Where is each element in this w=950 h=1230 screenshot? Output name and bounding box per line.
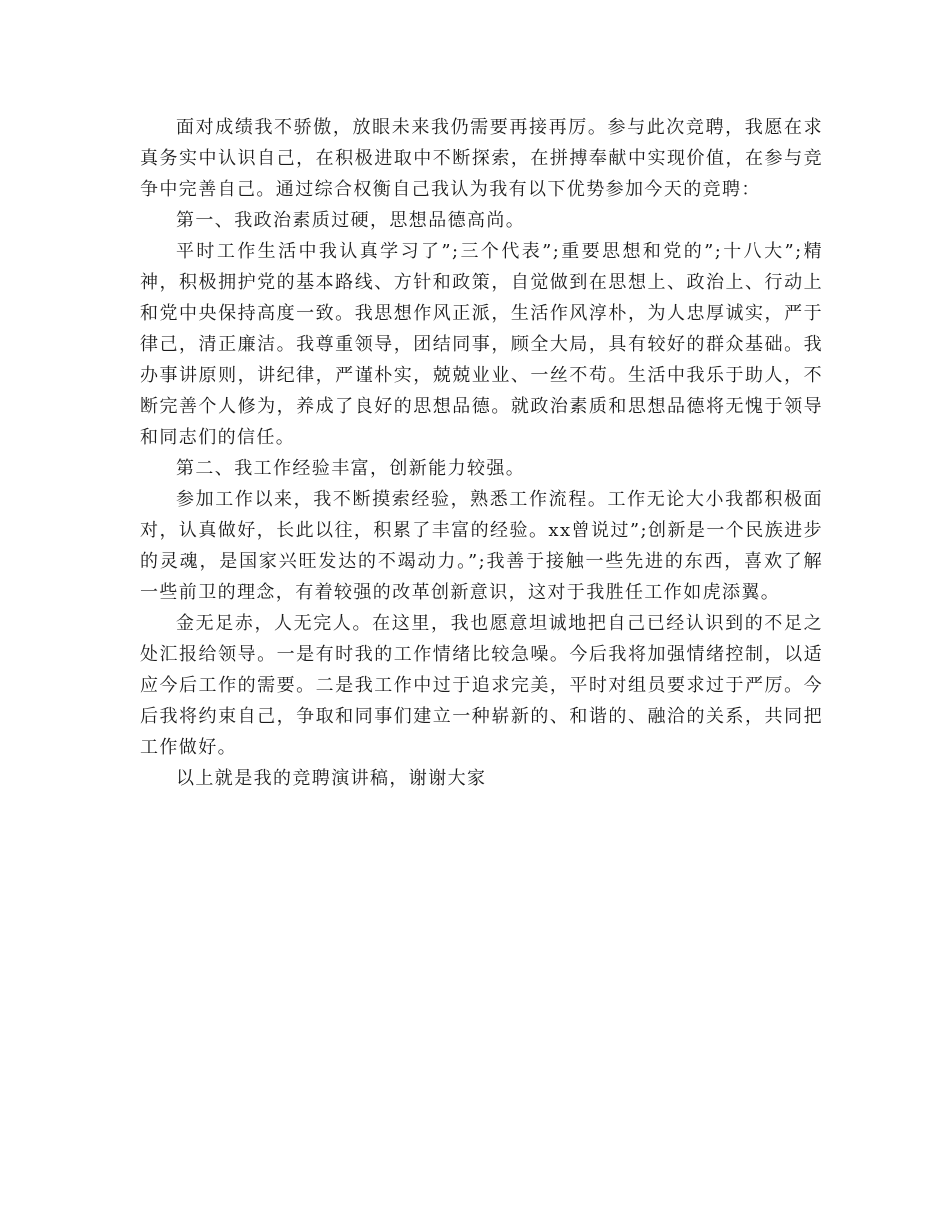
document-body — [140, 112, 823, 794]
paragraph-shortcomings: 金无足赤，人无完人。在这里，我也愿意坦诚地把自己已经认识到的不足之处汇报给领导。一是有时我的工作情绪比较急噪。今后我将加强情绪控制，以适应今后工作的需要。二是我工作中过于追求完美，平时对组员要求过于严厉。今后我将约束自己，争取和同事们建立一种崭新的、和谐的、融洽的关系，共同把工作做好。 — [140, 613, 823, 758]
paragraph-closing: 以上就是我的竞聘演讲稿，谢谢大家 — [176, 768, 487, 789]
paragraph-point-one-heading: 第一、我政治素质过硬，思想品德高尚。 — [176, 210, 526, 231]
paragraph-point-two-body: 参加工作以来，我不断摸索经验，熟悉工作流程。工作无论大小我都积极面对，认真做好，长此以往，积累了丰富的经验。xx曾说过”;创新是一个民族进步的灵魂，是国家兴旺发达的不竭动力。”;我善于接触一些先进的东西，喜欢了解一些前卫的理念，有着较强的改革创新意识，这对于我胜任工作如虎添翼。 — [140, 489, 823, 603]
paragraph-intro: 面对成绩我不骄傲，放眼未来我仍需要再接再厉。参与此次竞聘，我愿在求真务实中认识自己，在积极进取中不断探索，在拼搏奉献中实现价值，在参与竞争中完善自己。通过综合权衡自己我认为我有以下优势参加今天的竞聘： — [140, 117, 823, 200]
paragraph-point-two-heading: 第二、我工作经验丰富，创新能力较强。 — [176, 458, 526, 479]
paragraph-point-one-body: 平时工作生活中我认真学习了”;三个代表”;重要思想和党的”;十八大”;精神，积极拥护党的基本路线、方针和政策，自觉做到在思想上、政治上、行动上和党中央保持高度一致。我思想作风正派，生活作风淳朴，为人忠厚诚实，严于律己，清正廉洁。我尊重领导，团结同事，顾全大局，具有较好的群众基础。我办事讲原则，讲纪律，严谨朴实，兢兢业业、一丝不苟。生活中我乐于助人，不断完善个人修为，养成了良好的思想品德。就政治素质和思想品德将无愧于领导和同志们的信任。 — [140, 241, 823, 448]
